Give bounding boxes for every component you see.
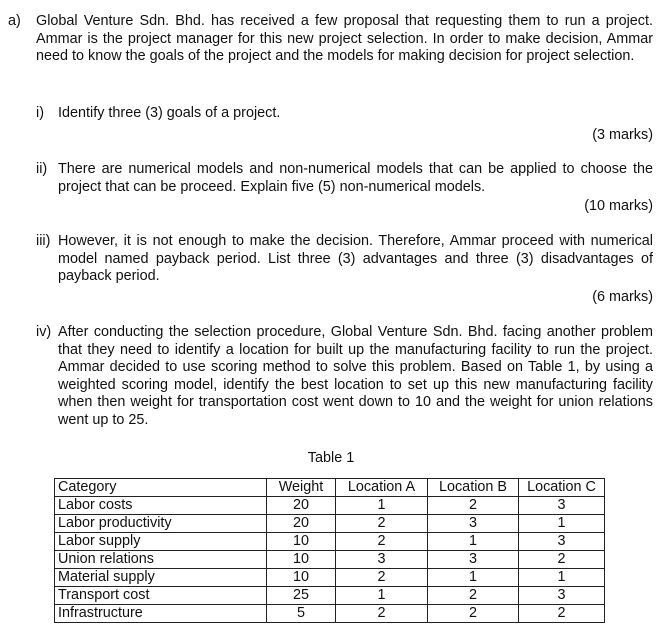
table-caption: Table 1 (307, 450, 355, 466)
table-cell: 1 (519, 515, 605, 533)
table-cell: 1 (336, 587, 428, 605)
table-cell: Labor productivity (55, 515, 267, 533)
question-a (8, 13, 653, 66)
table-header-row (55, 479, 605, 497)
question-number: iii) (36, 233, 51, 249)
header-cell: Category (55, 479, 267, 497)
table-row (55, 569, 605, 587)
table-cell: 10 (267, 533, 336, 551)
question-text: After conducting the selection procedure, Global Venture Sdn. Bhd. facing another problem that they need to identify a location for built up the manufacturing facility to run the project. Ammar decided to use scoring method to solve this problem. Based on Table 1, by using a weighted scoring model, identify the best location to set up this new manufacturing facility when then weight for transportation cost went down to 10 and the weight for union relations went up to 25. (58, 324, 653, 428)
table-cell: 1 (519, 569, 605, 587)
header-cell: Location B (428, 479, 519, 497)
table-row (55, 587, 605, 605)
table-cell: 2 (336, 515, 428, 533)
table-cell: Transport cost (55, 587, 267, 605)
marks-label: (6 marks) (592, 289, 653, 305)
table-cell: 20 (267, 497, 336, 515)
table-row (55, 605, 605, 623)
question-a-text: Global Venture Sdn. Bhd. has received a few proposal that requesting them to run a project. Ammar is the project manager for this new project selection. In order to make decision, Ammar need to know the goals of the project and the models for making decision for project selection. (36, 13, 653, 64)
marks-label: (10 marks) (584, 198, 653, 214)
table-cell: 3 (428, 551, 519, 569)
question-number: ii) (36, 161, 48, 177)
question-text: There are numerical models and non-numerical models that can be applied to choose the project that can be proceed. Explain five (5) non-numerical models. (58, 161, 653, 195)
question-iii (36, 233, 653, 286)
table-cell: 3 (519, 497, 605, 515)
table-cell: 1 (428, 569, 519, 587)
table-cell: 2 (336, 605, 428, 623)
question-text: Identify three (3) goals of a project. (58, 105, 281, 121)
table-cell: 3 (428, 515, 519, 533)
table-cell: 2 (336, 533, 428, 551)
table-cell: 5 (267, 605, 336, 623)
question-number: iv) (36, 324, 52, 340)
table-cell: 2 (428, 497, 519, 515)
header-cell: Location C (519, 479, 605, 497)
table-cell: Labor costs (55, 497, 267, 515)
question-ii (36, 161, 653, 196)
table-cell: 10 (267, 569, 336, 587)
question-number: i) (36, 105, 44, 121)
table-cell: 2 (519, 551, 605, 569)
table-cell: 3 (519, 587, 605, 605)
table-cell: 25 (267, 587, 336, 605)
table-row (55, 497, 605, 515)
table-cell: Infrastructure (55, 605, 267, 623)
table-cell: 2 (519, 605, 605, 623)
marks-label: (3 marks) (592, 127, 653, 143)
table-row (55, 551, 605, 569)
question-iv (36, 324, 653, 429)
table-row (55, 515, 605, 533)
table-cell: 2 (428, 587, 519, 605)
table-cell: 1 (428, 533, 519, 551)
question-a-label: a) (8, 13, 21, 29)
table-cell: 10 (267, 551, 336, 569)
table-cell: 2 (336, 569, 428, 587)
scoring-table (54, 478, 605, 623)
table-cell: Union relations (55, 551, 267, 569)
table-cell: 20 (267, 515, 336, 533)
table-row (55, 533, 605, 551)
question-text: However, it is not enough to make the decision. Therefore, Ammar proceed with numerical model named payback period. List three (3) advantages and three (3) disadvantages of payback period. (58, 233, 653, 284)
question-i (36, 105, 653, 123)
table-cell: 3 (336, 551, 428, 569)
table-cell: Labor supply (55, 533, 267, 551)
table-cell: 1 (336, 497, 428, 515)
table-cell: Material supply (55, 569, 267, 587)
header-cell: Weight (267, 479, 336, 497)
header-cell: Location A (336, 479, 428, 497)
table-cell: 3 (519, 533, 605, 551)
table-cell: 2 (428, 605, 519, 623)
